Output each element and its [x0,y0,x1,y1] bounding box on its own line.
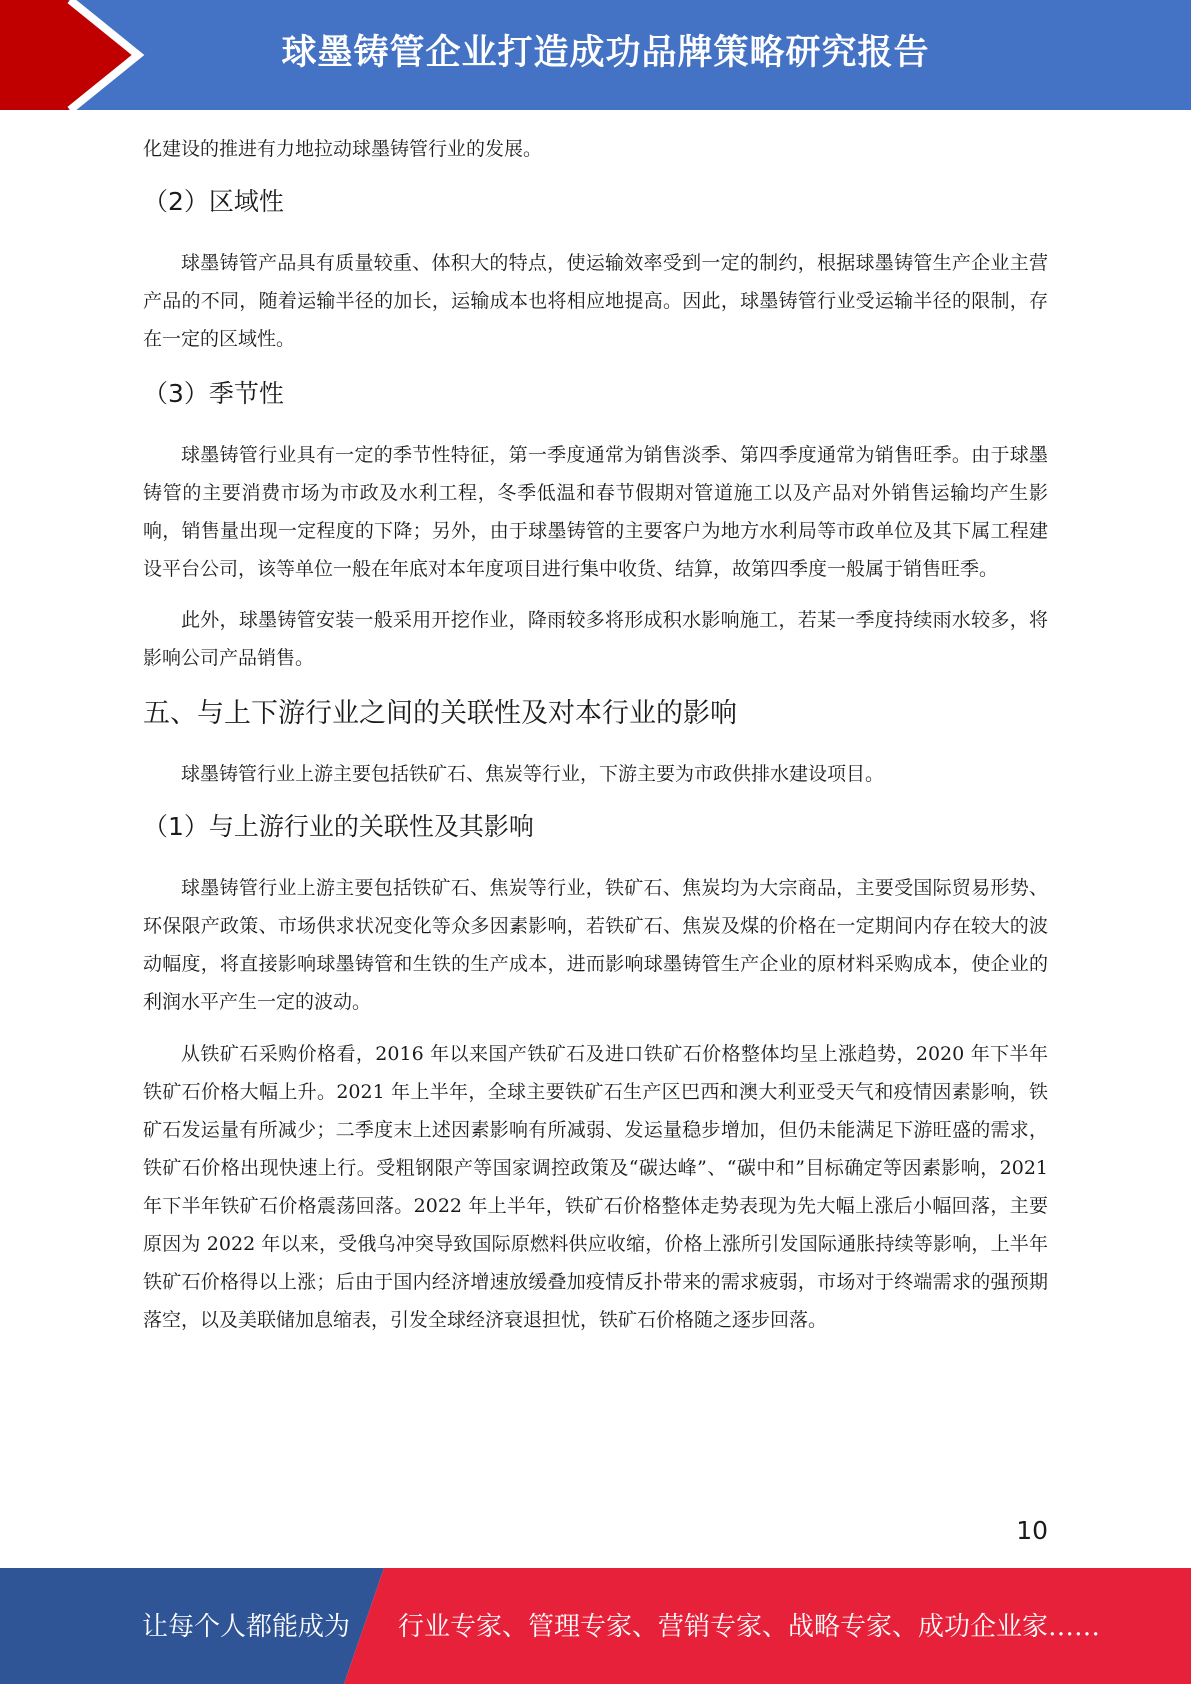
heading-upstream: （1）与上游行业的关联性及其影响 [143,812,534,841]
paragraph-upstream-1: 球墨铸管行业上游主要包括铁矿石、焦炭等行业，铁矿石、焦炭均为大宗商品，主要受国际贸易形势、环保限产政策、市场供求状况变化等众多因素影响，若铁矿石、焦炭及煤的价格在一定期间内存在较大的波动幅度，将直接影响球墨铸管和生铁的生产成本，进而影响球墨铸管生产企业的原材料采购成本，使企业的利润水平产生一定的波动。 [143,877,1048,1013]
report-title: 球墨铸管企业打造成功品牌策略研究报告 [281,33,930,73]
paragraph-regional: 球墨铸管产品具有质量较重、体积大的特点，使运输效率受到一定的制约，根据球墨铸管生产企业主营产品的不同，随着运输半径的加长，运输成本也将相应地提高。因此，球墨铸管行业受运输半径的限制，存在一定的区域性。 [143,252,1048,350]
heading-regional: （2）区域性 [143,187,284,216]
paragraph-continuation: 化建设的推进有力地拉动球墨铸管行业的发展。 [143,138,543,160]
document-body [143,130,1048,1339]
paragraph-seasonal-1: 球墨铸管行业具有一定的季节性特征，第一季度通常为销售淡季、第四季度通常为销售旺季。由于球墨铸管的主要消费市场为市政及水利工程，冬季低温和春节假期对管道施工以及产品对外销售运输均产生影响，销售量出现一定程度的下降；另外，由于球墨铸管的主要客户为地方水利局等市政单位及其下属工程建设平台公司，该等单位一般在年底对本年度项目进行集中收货、结算，故第四季度一般属于销售旺季。 [143,444,1048,580]
heading-seasonal: （3）季节性 [143,379,284,408]
footer-slogan-right: 行业专家、管理专家、营销专家、战略专家、成功企业家…… [398,1612,1101,1642]
paragraph-section-5: 球墨铸管行业上游主要包括铁矿石、焦炭等行业，下游主要为市政供排水建设项目。 [181,763,885,785]
page-header [0,0,1191,110]
paragraph-seasonal-2: 此外，球墨铸管安装一般采用开挖作业，降雨较多将形成积水影响施工，若某一季度持续雨水较多，将影响公司产品销售。 [143,609,1048,669]
footer-slogan-left: 让每个人都能成为 [142,1612,351,1642]
paragraph-upstream-2: 从铁矿石采购价格看，2016 年以来国产铁矿石及进口铁矿石价格整体均呈上涨趋势，2020 年下半年铁矿石价格大幅上升。2021 年上半年，全球主要铁矿石生产区巴西和澳大利亚受天气和疫情因素影响，铁矿石发运量有所减少；二季度末上述因素影响有所减弱、发运量稳步增加，但仍未能满足下游旺盛的需求，铁矿石价格出现快速上行。受粗钢限产等国家调控政策及“碳达峰”、“碳中和”目标确定等因素影响，2021 年下半年铁矿石价格震荡回落。2022 年上半年，铁矿石价格整体走势表现为先大幅上涨后小幅回落，主要原因为 2022 年以来，受俄乌冲突导致国际原燃料供应收缩，价格上涨所引发国际通胀持续等影响，上半年铁矿石价格得以上涨；后由于国内经济增速放缓叠加疫情反扑带来的需求疲弱，市场对于终端需求的强预期落空，以及美联储加息缩表，引发全球经济衰退担忧，铁矿石价格随之逐步回落。 [143,1043,1048,1331]
page-footer [0,1568,1191,1684]
heading-section-5: 五、与上下游行业之间的关联性及对本行业的影响 [143,698,737,729]
page-number: 10 [1016,1516,1048,1545]
